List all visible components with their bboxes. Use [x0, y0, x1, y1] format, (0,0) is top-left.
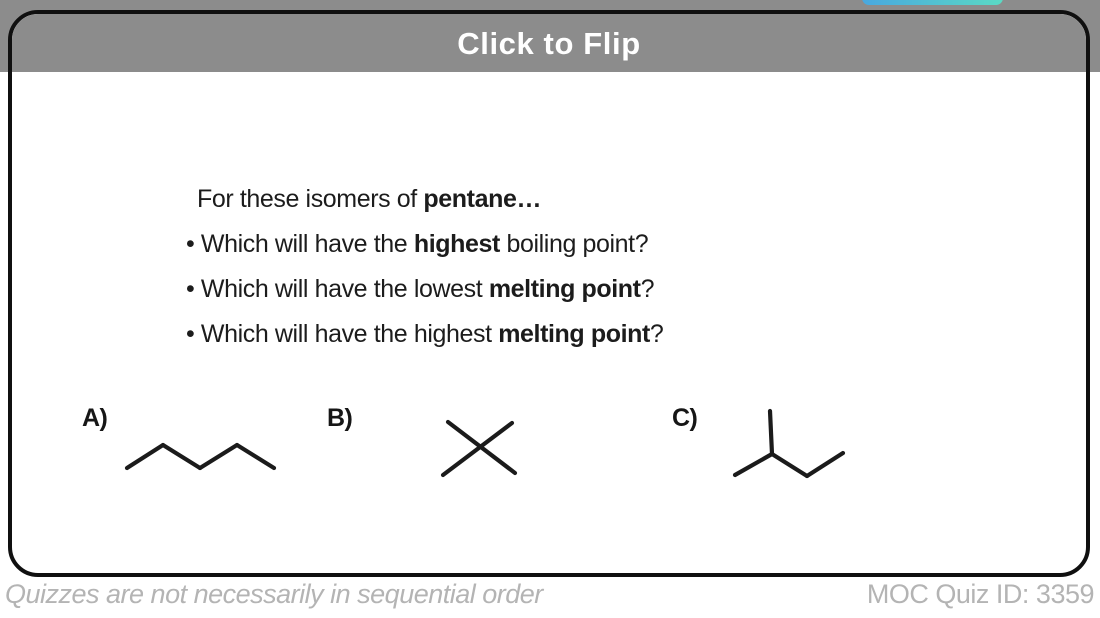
- question-block: [186, 177, 663, 357]
- footer-note: Quizzes are not necessarily in sequential order: [5, 579, 543, 609]
- molecule-label-c: C): [672, 404, 698, 432]
- question-line: • Which will have the highest melting point?: [186, 320, 664, 348]
- flashcard-title: Click to Flip: [457, 26, 641, 61]
- question-line: • Which will have the highest boiling point?: [186, 230, 649, 258]
- flashcard-header[interactable]: [12, 14, 1086, 72]
- question-line: For these isomers of pentane…: [197, 185, 542, 213]
- molecule-label-a: A): [82, 404, 108, 432]
- quiz-id: MOC Quiz ID: 3359: [866, 579, 1094, 609]
- molecule-label-b: B): [327, 404, 353, 432]
- cutoff-accent-button[interactable]: [862, 0, 1003, 5]
- question-line: • Which will have the lowest melting point?: [186, 275, 655, 303]
